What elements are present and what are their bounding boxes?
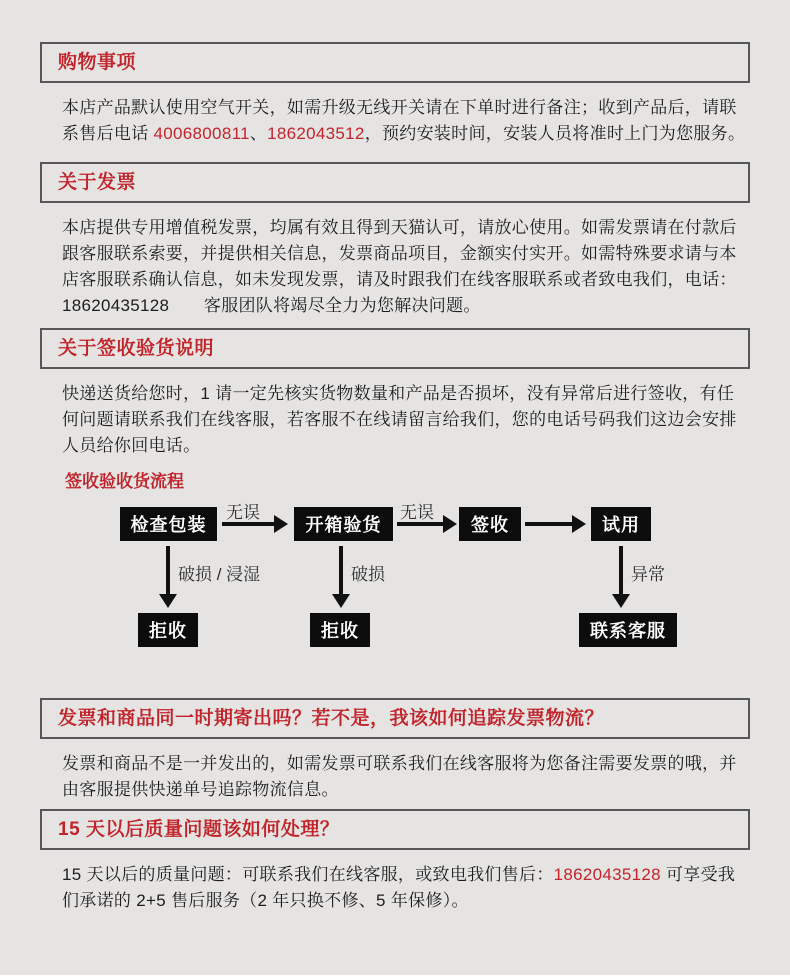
section-header-invoice-tracking bbox=[40, 698, 750, 739]
phone-number: 4006800811 bbox=[153, 124, 250, 143]
body-text: 本店产品默认使用空气开关，如需升级无线开关请在下单时进行备注；收到产品后，请联系售后电话 bbox=[62, 98, 737, 143]
section-title: 关于发票 bbox=[58, 172, 137, 193]
section-title: 购物事项 bbox=[58, 52, 137, 73]
arrow-down-icon bbox=[166, 546, 170, 596]
body-text: 、 bbox=[249, 124, 268, 143]
flow-node-contact-service: 联系客服 bbox=[579, 613, 677, 647]
section-body-invoice-tracking bbox=[62, 751, 746, 803]
body-text: 可享受我们承诺的 2+5 售后服务（2 年只换不修、5 年保修）。 bbox=[62, 865, 736, 910]
arrow-down-icon bbox=[619, 546, 623, 596]
section-body-about-invoice bbox=[62, 215, 746, 319]
section-title: 发票和商品同一时期寄出吗？若不是，我该如何追踪发票物流？ bbox=[58, 708, 605, 729]
section-quality-after-15-days bbox=[40, 809, 750, 914]
flow-node-reject-2: 拒收 bbox=[310, 613, 370, 647]
edge-label-abnormal: 异常 bbox=[631, 565, 665, 584]
section-title: 关于签收验货说明 bbox=[58, 338, 215, 359]
body-text: 快递送货给您时，1 请一定先核实货物数量和产品是否损坏，没有异常后进行签收，有任何问题请联系我们在线客服，若客服不在线请留言给我们，您的电话号码我们这边会安排人员给你回电话。 bbox=[62, 384, 737, 455]
body-text: 发票和商品不是一并发出的，如需发票可联系我们在线客服将为您备注需要发票的哦，并由客服提供快递单号追踪物流信息。 bbox=[62, 754, 737, 799]
section-header-shopping-notes bbox=[40, 42, 750, 83]
flow-node-reject-1: 拒收 bbox=[138, 613, 198, 647]
phone-number: 18620435128 bbox=[553, 865, 661, 884]
section-invoice-tracking bbox=[40, 698, 750, 803]
section-shopping-notes bbox=[40, 42, 750, 147]
section-body-quality bbox=[62, 862, 746, 914]
body-text: 15 天以后的质量问题：可联系我们在线客服，或致电我们售后： bbox=[62, 865, 554, 884]
flow-node-check-package: 检查包装 bbox=[120, 507, 217, 541]
section-sign-inspection bbox=[40, 328, 750, 658]
section-header-quality bbox=[40, 809, 750, 850]
section-title: 15 天以后质量问题该如何处理？ bbox=[58, 819, 340, 840]
body-text: 本店提供专用增值税发票，均属有效且得到天猫认可，请放心使用。如需发票请在付款后跟客服联系索要，并提供相关信息，发票商品项目，金额实付实开。如需特殊要求请与本店客服联系确认信息，如未发现发票，请及时跟我们在线客服联系或者致电我们，电话：18620435128 客服团队将竭尽全力为您解决问题。 bbox=[62, 218, 737, 315]
flow-node-sign: 签收 bbox=[459, 507, 521, 541]
phone-number: 1862043512 bbox=[267, 124, 365, 143]
flow-node-open-inspect: 开箱验货 bbox=[294, 507, 393, 541]
edge-label-ok2: 无误 bbox=[400, 503, 434, 522]
section-about-invoice bbox=[40, 162, 750, 319]
edge-label-damage: 破损 bbox=[351, 565, 385, 584]
arrow-right-icon bbox=[525, 522, 573, 526]
arrow-down-icon bbox=[339, 546, 343, 596]
flowchart-subtitle: 签收验收货流程 bbox=[65, 472, 184, 491]
body-text: ，预约安装时间，安装人员将准时上门为您服务。 bbox=[364, 124, 746, 143]
flow-node-trial: 试用 bbox=[591, 507, 651, 541]
edge-label-damage-wet: 破损 / 浸湿 bbox=[178, 565, 261, 584]
section-body-shopping-notes bbox=[62, 95, 746, 147]
section-header-about-invoice bbox=[40, 162, 750, 203]
section-header-sign-inspection bbox=[40, 328, 750, 369]
section-body-sign-inspection bbox=[62, 381, 746, 459]
edge-label-ok1: 无误 bbox=[226, 503, 260, 522]
inspection-flowchart bbox=[40, 500, 750, 658]
